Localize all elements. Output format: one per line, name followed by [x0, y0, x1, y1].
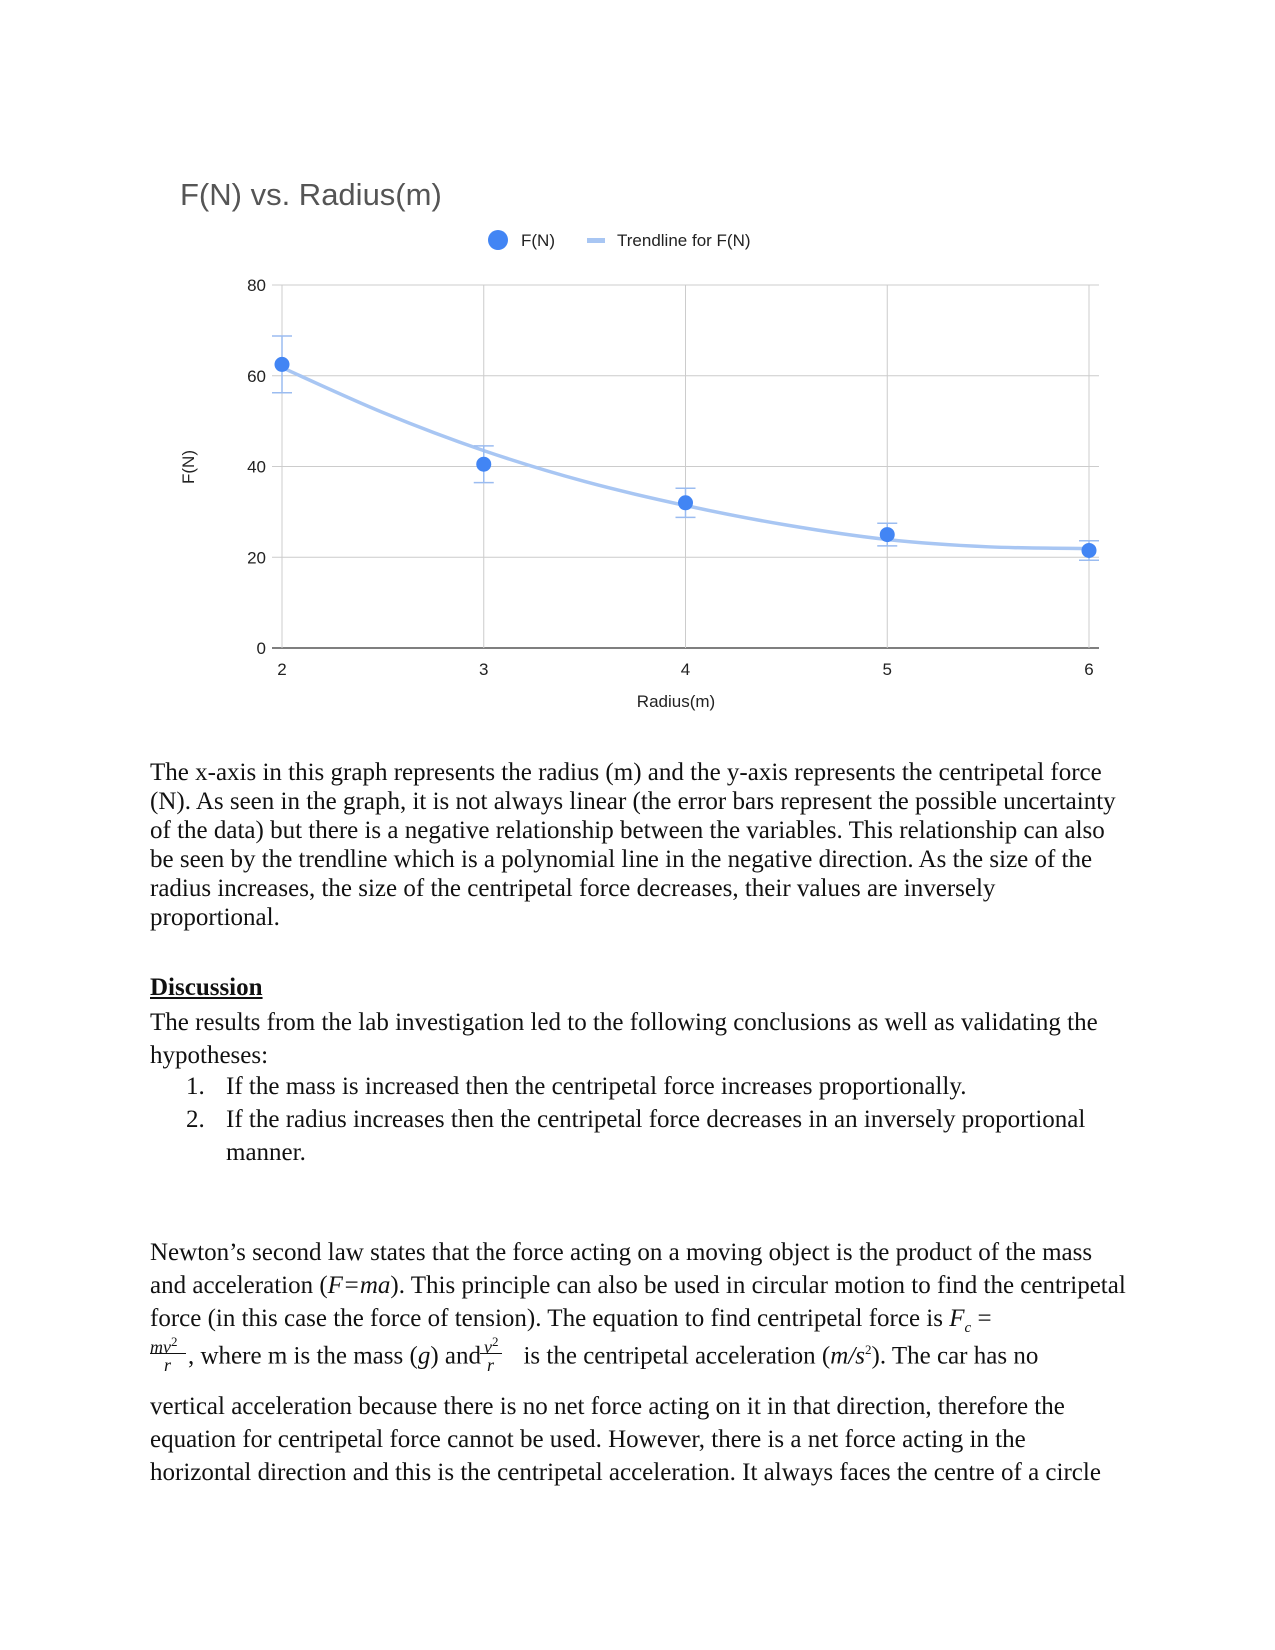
text-run: Newton’s second law states that the force acting on a moving object is the product of the mass and acceleration (: [150, 1239, 1093, 1299]
y-tick-label: 20: [247, 548, 266, 568]
x-tick-label: 5: [882, 660, 892, 679]
legend-marker-trendline: [587, 238, 605, 243]
legend-label-trendline: Trendline for F(N): [617, 231, 751, 250]
list-item: 2. If the radius increases then the centripetal force decreases in an inversely proportional manner.: [186, 1106, 1086, 1166]
x-tick-label: 6: [1084, 660, 1094, 679]
chart: [0, 0, 1275, 740]
x-tick-label: 3: [479, 660, 489, 679]
x-tick-label: 4: [680, 660, 691, 679]
data-point: [275, 357, 290, 372]
discussion-intro-paragraph: The results from the lab investigation led to the following conclusions as well as validating the hypotheses:: [150, 1009, 1098, 1069]
conclusions-list: [150, 1070, 1100, 1169]
data-point: [880, 527, 895, 542]
frac-numerator: v: [484, 1337, 492, 1357]
conclusion-text: If the mass is increased then the centripetal force increases proportionally.: [226, 1073, 967, 1100]
text-run: =: [971, 1305, 992, 1332]
frac-exponent: 2: [492, 1334, 499, 1349]
legend-label-fn: F(N): [521, 231, 555, 250]
vertical-acceleration-paragraph: vertical acceleration because there is no net force acting on it in that direction, therefore the equation for centripetal force cannot be used. However, there is a net force acting in the horizontal direction and this is the centripetal acceleration. It always faces the centre of a circle: [150, 1393, 1101, 1486]
frac-denominator: r: [164, 1355, 172, 1375]
frac-denominator: r: [487, 1355, 495, 1375]
newton-paragraph: [150, 1236, 1130, 1345]
y-tick-label: 0: [256, 639, 266, 658]
chart-svg: [0, 0, 1275, 740]
equation-text: , where m is the mass (g) and is the centripetal acceleration $(m/s^2)$. The car has no: [188, 1342, 1039, 1370]
data-point: [1082, 543, 1097, 558]
discussion-heading: Discussion: [150, 974, 263, 1001]
data-point: [476, 457, 491, 472]
formula-fc-subscript: c: [964, 1320, 972, 1336]
y-tick-label: 80: [247, 276, 266, 295]
chart-legend: [488, 230, 751, 250]
equation-line: [150, 1334, 1130, 1380]
chart-ticks: [247, 276, 1094, 679]
x-tick-label: 2: [277, 660, 287, 679]
formula-fc: F: [949, 1305, 965, 1332]
y-tick-label: 40: [247, 457, 266, 477]
graph-description-paragraph: The x-axis in this graph represents the radius (m) and the y-axis represents the centripetal force (N). As seen in the graph, it is not always linear (the error bars represent the possible uncertainty of the data) but there is a negative relationship between the variables. This relationship can also be seen by the trendline which is a polynomial line in the negative direction. As the size of the radius increases, the size of the centripetal force decreases, their values are inversely proportional.: [150, 759, 1116, 931]
conclusion-text: If the radius increases then the centripetal force decreases in an inversely proportional manner.: [226, 1106, 1086, 1166]
formula-fma: F=ma: [327, 1272, 391, 1299]
y-tick-label: 60: [247, 366, 266, 386]
frac-exponent: 2: [171, 1334, 178, 1349]
list-item: 1. If the mass is increased then the centripetal force increases proportionally.: [186, 1073, 967, 1100]
frac-numerator: mv: [150, 1337, 171, 1357]
legend-marker-fn: [488, 230, 508, 250]
text-run: ). This principle can also be used in circular motion to find the centripetal force (in this case the force of tension). The equation to find centripetal force is: [150, 1272, 1126, 1332]
chart-title: F(N) vs. Radius(m): [180, 177, 442, 212]
x-axis-label: Radius(m): [636, 692, 716, 711]
data-point: [678, 495, 693, 510]
chart-grid: [272, 285, 1099, 648]
y-axis-label: F(N): [179, 450, 198, 484]
